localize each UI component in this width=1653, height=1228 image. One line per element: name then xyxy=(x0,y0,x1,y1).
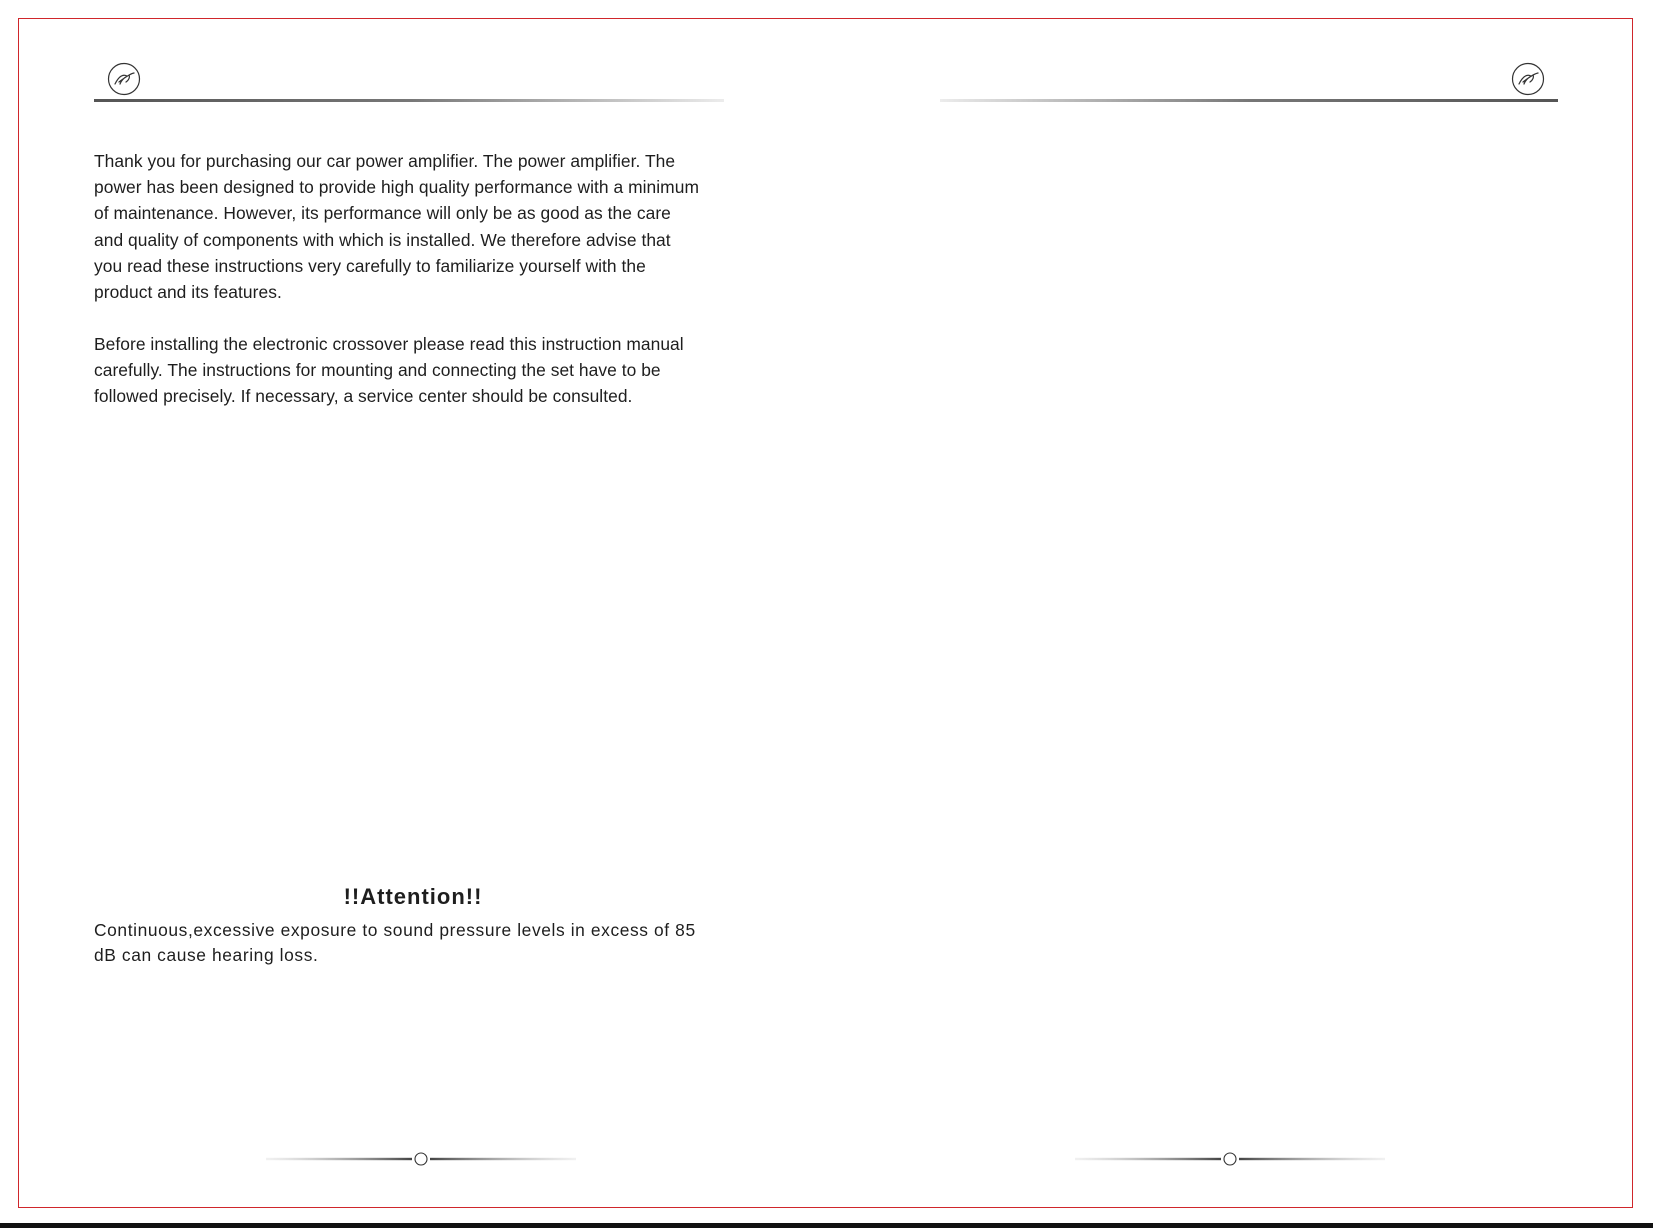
text-line: Continuous,excessive exposure to sound pressure levels in excess of 85 xyxy=(94,920,696,940)
intro-paragraph xyxy=(94,148,754,305)
text-line: dB can cause hearing loss. xyxy=(94,944,319,965)
installation-paragraph xyxy=(94,331,754,410)
attention-warning-text xyxy=(94,918,754,967)
header-rule-right xyxy=(940,99,1558,102)
text-line: of maintenance. However, its performance will only be as good as the care xyxy=(94,203,671,224)
page-marker-circle-icon xyxy=(1075,1151,1385,1167)
text-line: followed precisely. If necessary, a service center should be consulted. xyxy=(94,386,633,407)
text-line: and quality of components with which is installed. We therefore advise that xyxy=(94,229,671,250)
bottom-edge-rule xyxy=(0,1223,1653,1228)
attention-heading: !!Attention!! xyxy=(343,884,483,909)
signature-logo-icon xyxy=(107,62,141,96)
text-line: power has been designed to provide high quality performance with a minimum xyxy=(94,177,699,198)
signature-logo-icon xyxy=(1511,62,1545,96)
text-line: Before installing the electronic crossover please read this instruction manual xyxy=(94,334,684,354)
page-marker-circle-icon xyxy=(266,1151,576,1167)
text-line: you read these instructions very carefully to familiarize yourself with the xyxy=(94,255,646,276)
text-line: product and its features. xyxy=(94,282,282,303)
text-line: Thank you for purchasing our car power amplifier. The power amplifier. The xyxy=(94,151,676,171)
header-rule-left xyxy=(94,99,724,102)
text-line: carefully. The instructions for mounting and connecting the set have to be xyxy=(94,360,661,381)
